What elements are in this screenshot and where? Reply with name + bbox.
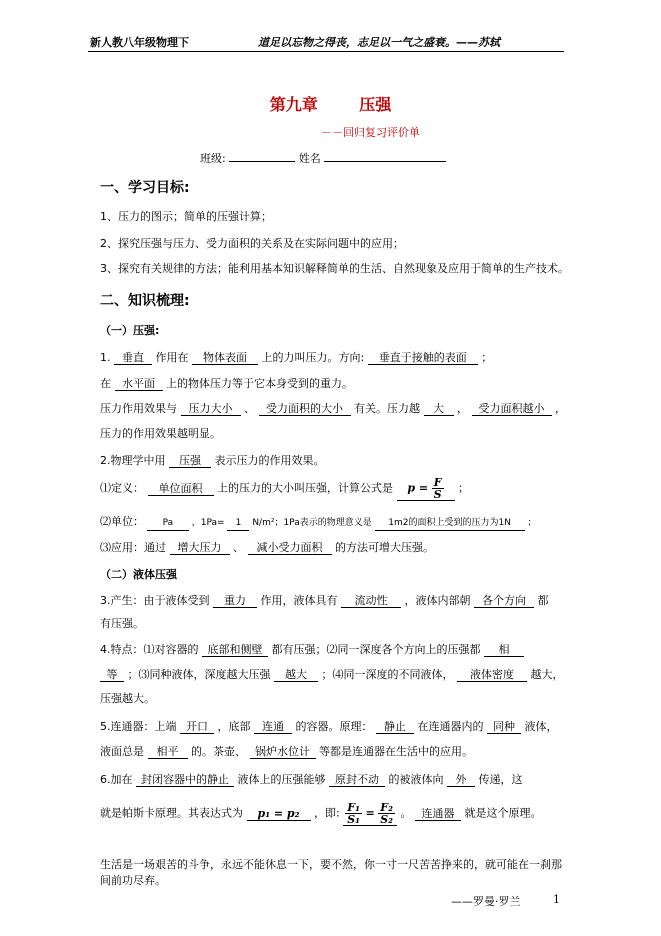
formula-fraction xyxy=(432,477,444,500)
text-span: 的容器。原理： xyxy=(295,720,373,733)
answer-blank: 流动性 xyxy=(341,594,401,608)
text-span: 1. xyxy=(100,351,111,364)
answer-blank: 等 xyxy=(100,668,124,682)
text-span: 液体上的压强能够 xyxy=(237,773,326,786)
text-span: 在连通器内的 xyxy=(417,720,484,733)
text-span: 、 xyxy=(244,402,255,415)
text-line xyxy=(100,592,549,608)
name-label: 姓名 xyxy=(298,152,321,165)
ratio-fraction xyxy=(345,802,362,825)
text-span: 就是这个原理。 xyxy=(464,806,542,820)
answer-blank: 封闭容器中的静止 xyxy=(136,773,234,787)
text-span: 液体， xyxy=(524,720,558,733)
text-span: 3.产生：由于液体受到 xyxy=(100,594,210,607)
answer-blank: 锅炉水位计 xyxy=(250,745,316,759)
text-span: ， xyxy=(555,402,566,415)
text-line: 有压强。 xyxy=(100,617,144,630)
quote-author: ——罗曼·罗兰 xyxy=(451,895,521,908)
answer-blank: 水平面 xyxy=(115,377,163,391)
text-line: 压力的作用效果越明显。 xyxy=(100,427,221,440)
chapter-topic: 压强 xyxy=(359,95,392,114)
text-span: ⑴定义： xyxy=(100,481,144,495)
text-line xyxy=(100,539,434,555)
text-span: 4.特点：⑴对容器的 xyxy=(100,643,199,656)
answer-blank: 压力大小 xyxy=(181,402,241,416)
fraction-numerator: F₂ xyxy=(378,802,395,814)
answer-blank: 增大压力 xyxy=(170,541,230,555)
text-span: ； xyxy=(481,351,493,364)
answer-blank: 连通器 xyxy=(415,807,461,821)
text-span: 上的力叫压力。方向: xyxy=(261,351,365,364)
text-line xyxy=(100,641,524,657)
page-number: 1 xyxy=(553,893,560,906)
answer-blank: 重力 xyxy=(213,594,257,608)
fraction-denominator: S xyxy=(433,488,442,501)
text-span: ，底部 xyxy=(217,720,251,733)
text-span: 。 xyxy=(400,806,412,820)
text-span: ，即: xyxy=(314,806,340,820)
text-span: 6.加在 xyxy=(100,773,133,786)
answer-blank: 压强 xyxy=(169,454,211,468)
text-span: 2.物理学中用 xyxy=(100,454,166,467)
objective-item: 3、探究有关规律的方法；能利用基本知识解释简单的生活、自然现象及应用于简单的生产技术。 xyxy=(100,262,569,275)
fraction-denominator: S₂ xyxy=(380,813,393,826)
text-span: ； xyxy=(527,518,537,528)
answer-blank: 物体表面 xyxy=(192,351,258,365)
answer-blank: 底部和侧壁 xyxy=(202,643,268,657)
text-line xyxy=(100,477,469,501)
text-span: ，液体内部朝 xyxy=(404,594,471,607)
answer-blank: Pa xyxy=(147,517,189,531)
text-span: 的方法可增大压强。 xyxy=(335,541,434,554)
chapter-title xyxy=(0,92,661,115)
class-label: 班级: xyxy=(200,152,226,165)
section1-heading: 一、学习目标: xyxy=(100,180,190,196)
text-span: 5.连通器：上端 xyxy=(100,720,177,733)
answer-blank: 1m2的面积上受到的压力为1N xyxy=(375,517,525,531)
text-span: 上的压力的大小叫压强，计算公式是 xyxy=(217,481,393,495)
text-line xyxy=(100,666,564,682)
answer-blank: 减小受力面积 xyxy=(248,541,332,555)
answer-blank: 大 xyxy=(424,402,454,416)
answer-blank: 静止 xyxy=(376,720,414,734)
objective-item: 2、探究压强与压力、受力面积的关系及在实际问题中的应用； xyxy=(100,237,404,250)
text-line xyxy=(100,771,523,787)
text-span: 表示压力的作用效果。 xyxy=(214,454,325,467)
text-span: 等都是连通器在生活中的应用。 xyxy=(319,745,473,758)
answer-blank: 相 xyxy=(484,643,524,657)
answer-blank: 受力面积越小 xyxy=(472,402,552,416)
text-span: 的被液体向 xyxy=(388,773,444,786)
text-span: 都 xyxy=(537,594,549,607)
text-span: 上的物体压力等于它本身受到的重力。 xyxy=(166,377,353,390)
text-span: 压力作用效果与 xyxy=(100,402,177,415)
subsection-pressure-heading: （一）压强: xyxy=(100,324,160,337)
fraction-numerator: F xyxy=(432,477,444,489)
text-span: 越大， xyxy=(530,668,564,681)
equals-sign: = xyxy=(365,806,375,820)
subtitle: －－回归复习评价单 xyxy=(321,126,420,139)
ratio-fraction xyxy=(378,802,395,825)
text-span: 在 xyxy=(100,377,111,390)
text-line xyxy=(100,375,353,391)
text-line xyxy=(100,349,492,365)
fraction-numerator: F₁ xyxy=(345,802,362,814)
answer-blank: 外 xyxy=(447,773,475,787)
text-span: 传递，这 xyxy=(478,773,523,786)
text-span: ⑶应用：通过 xyxy=(100,541,166,554)
answer-blank: 垂直 xyxy=(114,351,152,365)
header-right-quote: 道足以忘物之得丧，志足以一气之盛衰。——苏轼 xyxy=(258,36,500,49)
text-span: 都有压强；⑵同一深度各个方向上的压强都 xyxy=(271,643,481,656)
text-span: ；⑶同种液体，深度越大压强 xyxy=(127,668,271,681)
section2-heading: 二、知识梳理: xyxy=(100,293,190,309)
objective-item: 1、压力的图示；简单的压强计算； xyxy=(100,210,272,223)
name-blank xyxy=(324,149,446,162)
header-divider xyxy=(88,51,564,52)
subsection-liquid-pressure-heading: （二）液体压强 xyxy=(100,568,177,581)
text-line xyxy=(100,802,541,826)
text-span: ⑵单位： xyxy=(100,515,144,528)
class-name-line xyxy=(200,149,446,166)
text-line xyxy=(100,452,325,468)
text-line xyxy=(100,718,558,734)
text-span: 就是帕斯卡原理。其表达式为 xyxy=(100,806,243,820)
formula-blank xyxy=(397,477,455,501)
text-line xyxy=(100,400,566,416)
answer-blank: 单位面积 xyxy=(148,482,214,496)
text-span: ；⑷同一深度的不同液体， xyxy=(321,668,454,681)
answer-blank: 越大 xyxy=(274,668,318,682)
text-span: ，1Pa= xyxy=(191,518,225,528)
answer-blank: 连通 xyxy=(254,720,292,734)
answer-blank: 相平 xyxy=(148,745,188,759)
text-line xyxy=(100,513,536,531)
answer-blank: 1 xyxy=(227,517,249,531)
answer-blank: 同种 xyxy=(487,720,521,734)
chapter-number: 第九章 xyxy=(269,95,318,114)
text-span: N/m²；1Pa表示的物理意义是 xyxy=(252,518,372,528)
footer-quote: 生活是一场艰苦的斗争，永远不能休息一下，要不然，你一寸一尺苦苦挣来的，就可能在一刹那间前功尽弃。 xyxy=(100,858,562,887)
class-blank xyxy=(229,149,295,162)
text-span: 有关。压力越 xyxy=(354,402,420,415)
answer-blank: 垂直于接触的表面 xyxy=(368,351,478,365)
fraction-denominator: S₁ xyxy=(347,813,360,826)
text-span: 作用在 xyxy=(155,351,189,364)
text-span: 液面总是 xyxy=(100,745,144,758)
pascal-equation-blank: p₁ = p₂ xyxy=(247,807,311,821)
text-span: ； xyxy=(458,481,469,495)
text-span: 、 xyxy=(233,541,244,554)
answer-blank: 各个方向 xyxy=(474,594,534,608)
answer-blank: 原封不动 xyxy=(329,773,385,787)
formula-lhs: p = xyxy=(407,481,429,495)
text-span: ， xyxy=(457,402,468,415)
answer-blank: 开口 xyxy=(180,720,214,734)
text-line: 压强越大。 xyxy=(100,692,155,705)
text-span: 作用，液体具有 xyxy=(260,594,338,607)
header-left-text: 新人教八年级物理下 xyxy=(90,36,189,49)
answer-blank: 液体密度 xyxy=(457,668,527,682)
page-header xyxy=(0,34,661,50)
pascal-ratio-blank xyxy=(343,802,397,826)
answer-blank: 受力面积的大小 xyxy=(259,402,351,416)
text-line xyxy=(100,743,473,759)
text-span: 的。茶壶、 xyxy=(191,745,246,758)
